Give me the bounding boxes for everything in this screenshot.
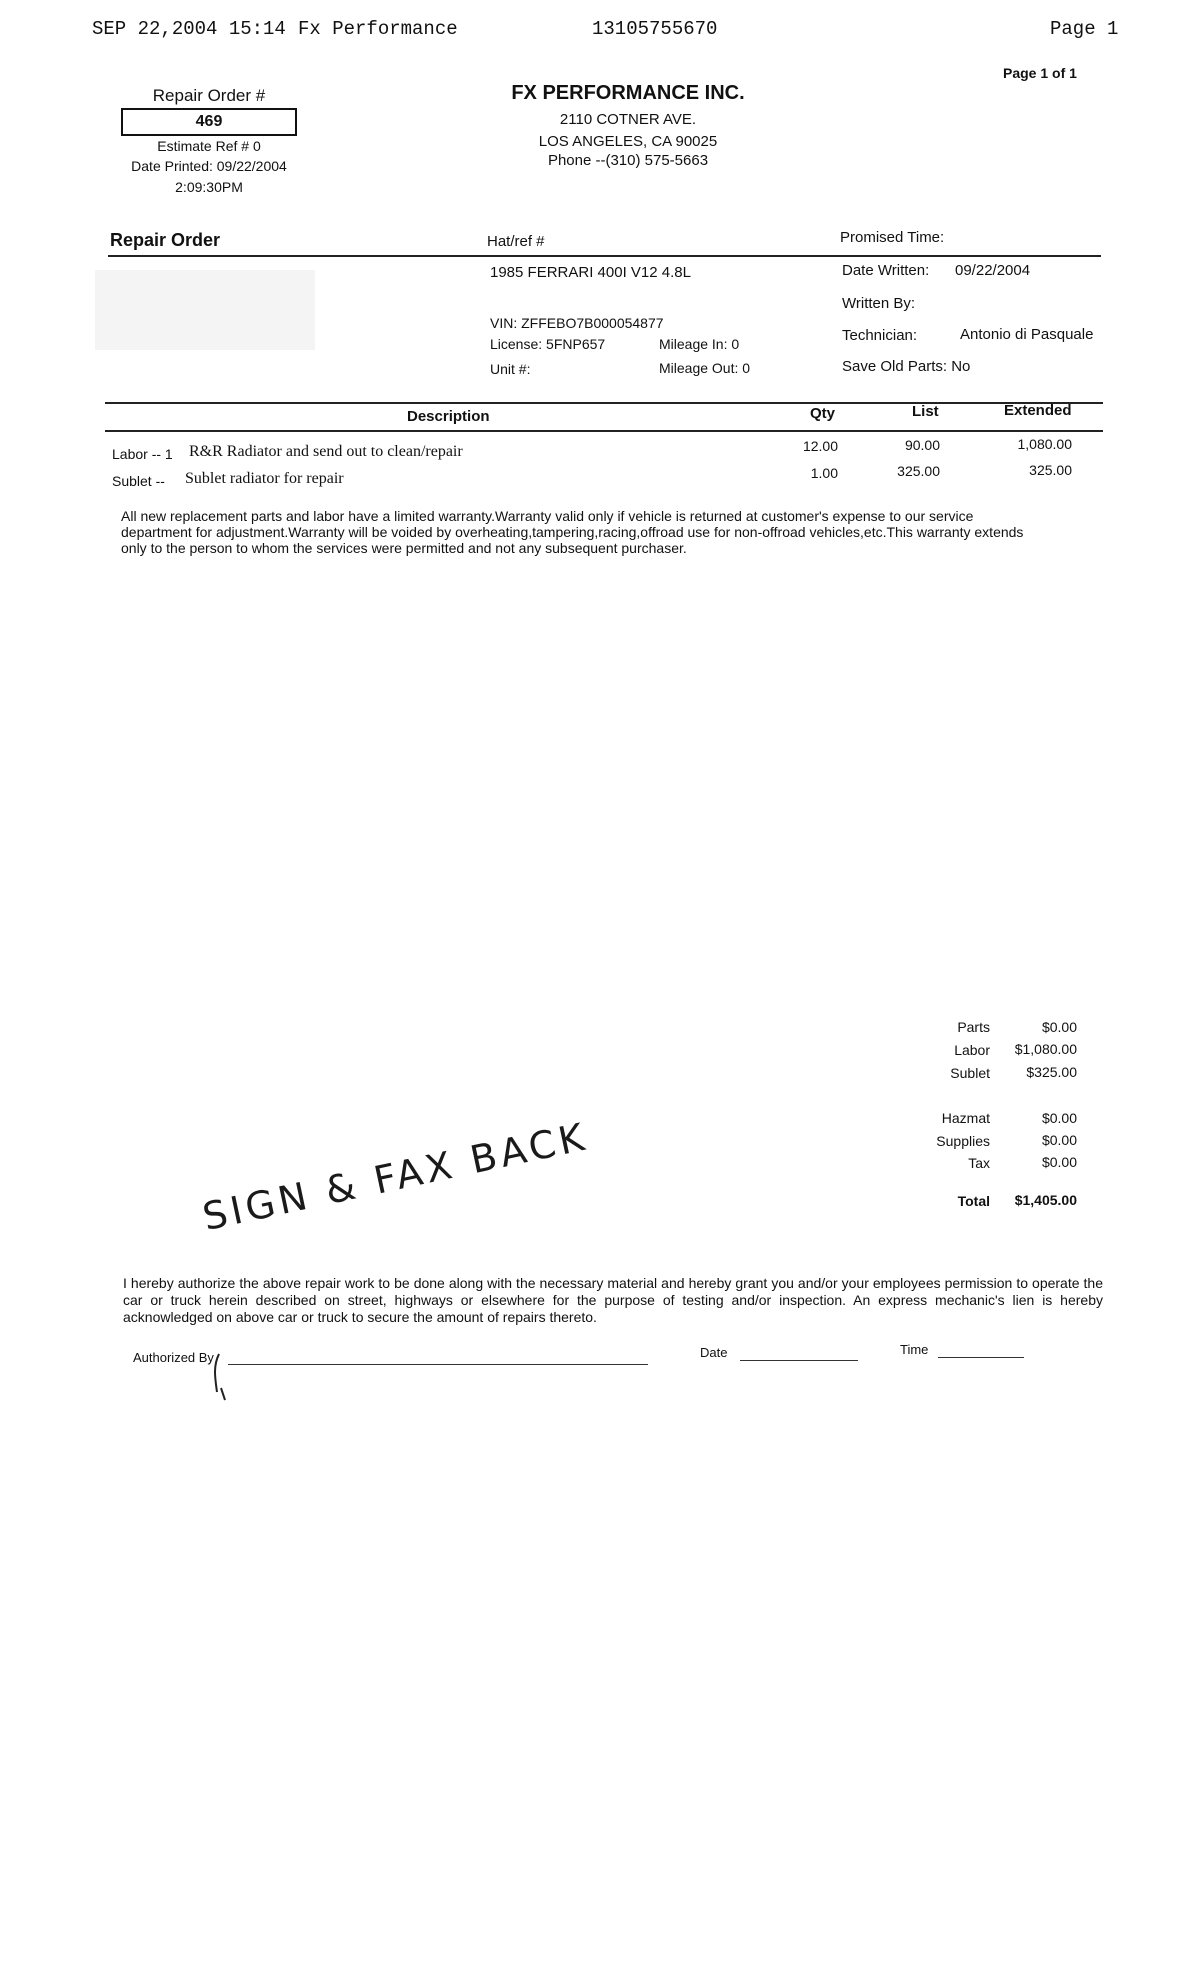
sublet-label: Sublet: [950, 1065, 990, 1081]
time-printed: 2:09:30PM: [175, 179, 243, 195]
time-line[interactable]: [938, 1357, 1024, 1358]
row-extended: 325.00: [1029, 462, 1072, 478]
technician-name: Antonio di Pasquale: [960, 326, 1094, 343]
table-header-rule: [105, 430, 1103, 432]
hazmat-label: Hazmat: [941, 1110, 990, 1126]
company-address1: 2110 COTNER AVE.: [559, 111, 697, 128]
redacted-customer: [95, 270, 315, 350]
fax-sender: Fx Performance: [298, 18, 458, 40]
company-address2: LOS ANGELES, CA 90025: [538, 133, 718, 150]
total-value: $1,405.00: [1014, 1192, 1077, 1208]
header-rule: [108, 255, 1101, 257]
handwritten-note: SIGN & FAX BACK: [198, 1114, 592, 1239]
save-old-parts: Save Old Parts: No: [842, 358, 971, 375]
signature-mark: [205, 1352, 235, 1402]
promised-time: Promised Time:: [840, 229, 945, 246]
authorized-by-line[interactable]: [228, 1364, 648, 1365]
page-of: Page 1 of 1: [1003, 65, 1077, 81]
written-by: Written By:: [842, 295, 916, 312]
section-title: Repair Order: [110, 230, 221, 250]
row-type: Sublet --: [112, 473, 165, 489]
labor-label: Labor: [954, 1042, 990, 1058]
row-list: 325.00: [897, 463, 940, 479]
supplies-label: Supplies: [936, 1133, 990, 1149]
company-name: FX PERFORMANCE INC.: [511, 82, 745, 104]
row-description: R&R Radiator and send out to clean/repair: [189, 443, 463, 460]
row-type: Labor -- 1: [112, 446, 173, 462]
mileage-out: Mileage Out: 0: [659, 360, 751, 376]
date-printed: Date Printed: 09/22/2004: [131, 158, 287, 174]
vehicle-license: License: 5FNP657: [490, 336, 606, 352]
company-phone: Phone --(310) 575-5663: [547, 152, 709, 169]
vehicle-unit: Unit #:: [490, 361, 531, 377]
fax-datetime: SEP 22,2004 15:14: [92, 18, 286, 40]
hat-ref-label: Hat/ref #: [487, 233, 545, 250]
date-line[interactable]: [740, 1360, 858, 1361]
technician-label: Technician:: [842, 327, 918, 344]
estimate-ref: Estimate Ref # 0: [157, 138, 261, 154]
date-written: 09/22/2004: [955, 262, 1031, 279]
col-description: Description: [407, 408, 490, 425]
warranty-text: All new replacement parts and labor have a limited warranty.Warranty valid only if vehicle is returned at customer's expense to our service department for adjustment.Warranty will be voided by overheating,tampering,racing,offroad use for non-offroad vehicles,etc.This warranty extends only to the person to whom the services were permitted and not any subsequent purchaser.: [121, 508, 1024, 556]
tax-label: Tax: [968, 1155, 990, 1171]
total-label: Total: [957, 1193, 990, 1209]
supplies-value: $0.00: [1041, 1132, 1077, 1148]
row-extended: 1,080.00: [1017, 436, 1072, 452]
parts-value: $0.00: [1041, 1019, 1077, 1035]
authorization-text: I hereby authorize the above repair work to be done along with the necessary material and hereby grant you and/or your employees permission to operate the car or truck herein described on street, highways or elsewhere for the purpose of testing and/or inspection. An express mechanic's lien is hereby acknowledged on above car or truck to secure the amount of repairs thereto.: [123, 1275, 1103, 1325]
row-list: 90.00: [904, 437, 940, 453]
vehicle-vin: VIN: ZFFEBO7B000054877: [490, 315, 664, 331]
row-qty: 12.00: [802, 438, 838, 454]
table-top-rule: [105, 402, 1103, 404]
col-qty: Qty: [810, 405, 836, 422]
time-label: Time: [900, 1342, 929, 1357]
fax-page: Page 1: [1050, 18, 1119, 40]
date-label: Date: [700, 1345, 728, 1360]
hazmat-value: $0.00: [1041, 1110, 1077, 1126]
sublet-value: $325.00: [1026, 1064, 1077, 1080]
mileage-in: Mileage In: 0: [659, 336, 740, 352]
row-description: Sublet radiator for repair: [185, 470, 344, 487]
repair-order-label: Repair Order #: [152, 86, 266, 105]
labor-value: $1,080.00: [1014, 1041, 1077, 1057]
parts-label: Parts: [957, 1019, 990, 1035]
tax-value: $0.00: [1041, 1154, 1077, 1170]
col-list: List: [912, 403, 939, 420]
col-extended: Extended: [1004, 402, 1072, 419]
fax-phone: 13105755670: [592, 18, 718, 40]
repair-order-number: 469: [121, 108, 297, 136]
row-qty: 1.00: [810, 465, 838, 481]
date-written-label: Date Written:: [842, 262, 930, 279]
authorized-by-label: Authorized By: [133, 1350, 214, 1365]
vehicle-description: 1985 FERRARI 400I V12 4.8L: [490, 264, 691, 281]
